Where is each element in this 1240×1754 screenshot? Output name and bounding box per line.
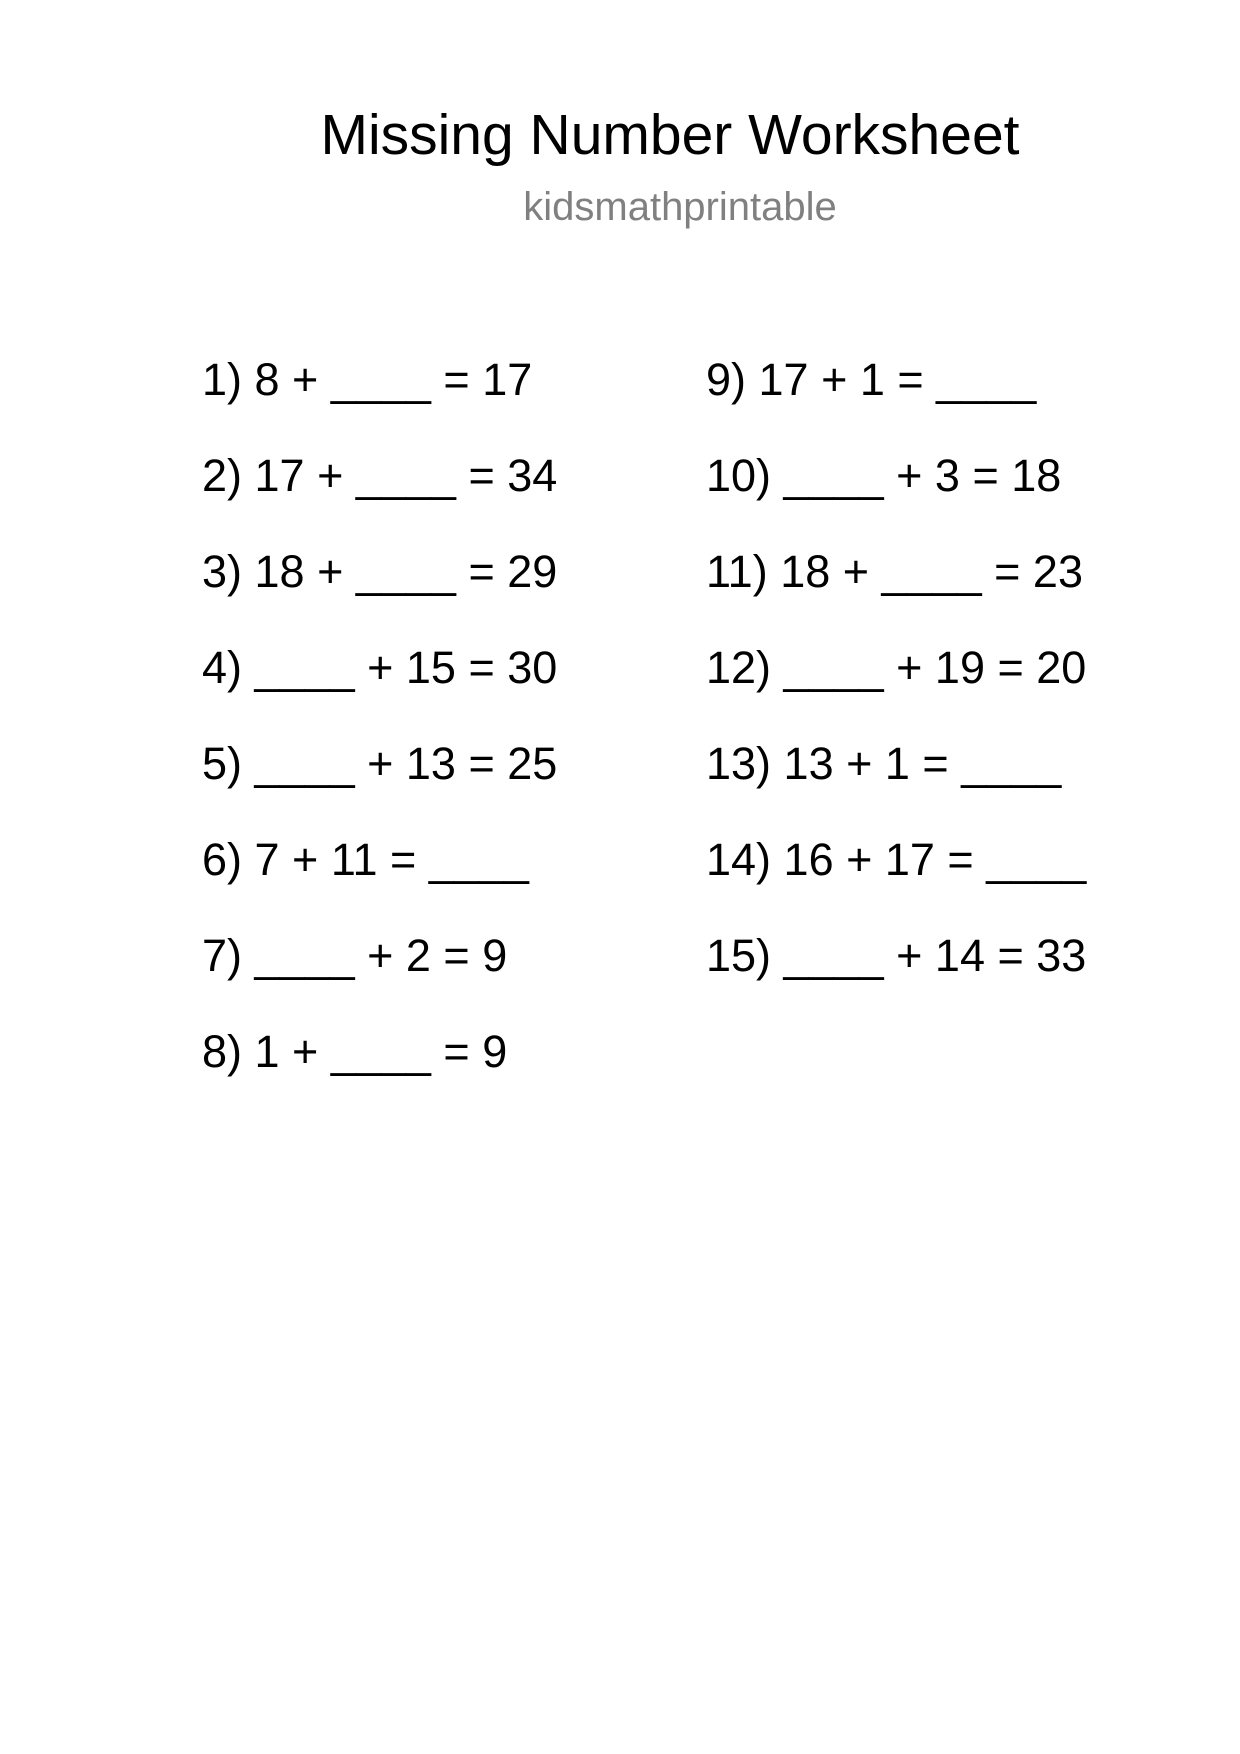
problem-9: 9) 17 + 1 = ____ (706, 354, 1037, 405)
worksheet-subtitle: kidsmathprintable (523, 185, 837, 229)
problem-10: 10) ____ + 3 = 18 (706, 450, 1062, 501)
problem-8: 8) 1 + ____ = 9 (202, 1026, 508, 1077)
problem-6: 6) 7 + 11 = ____ (202, 834, 529, 885)
problem-2: 2) 17 + ____ = 34 (202, 450, 558, 501)
problems-column-right (706, 352, 1086, 1024)
problems-column-left (202, 352, 557, 1120)
problem-15: 15) ____ + 14 = 33 (706, 930, 1087, 981)
problem-14: 14) 16 + 17 = ____ (706, 834, 1087, 885)
problem-13: 13) 13 + 1 = ____ (706, 738, 1062, 789)
problem-7: 7) ____ + 2 = 9 (202, 930, 508, 981)
problem-5: 5) ____ + 13 = 25 (202, 738, 558, 789)
problem-4: 4) ____ + 15 = 30 (202, 642, 558, 693)
problem-1: 1) 8 + ____ = 17 (202, 354, 533, 405)
problem-3: 3) 18 + ____ = 29 (202, 546, 558, 597)
problem-11: 11) 18 + ____ = 23 (706, 546, 1083, 597)
problem-12: 12) ____ + 19 = 20 (706, 642, 1087, 693)
worksheet-title: Missing Number Worksheet (320, 103, 1020, 167)
